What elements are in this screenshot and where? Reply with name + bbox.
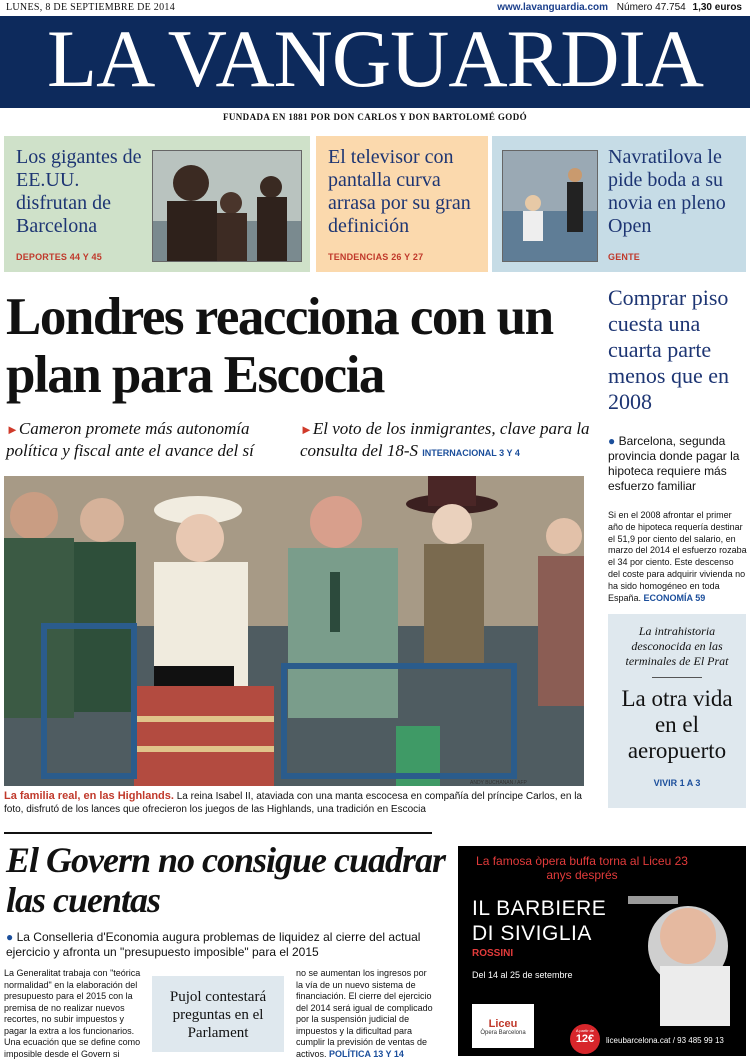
side-subhead-text: Barcelona, segunda provincia donde pagar la hipoteca requiere más esfuerzo familiar	[608, 434, 740, 493]
liceu-logo-sub: Òpera Barcelona	[480, 1030, 526, 1036]
royal-family-photo	[4, 476, 584, 786]
teaser-section: DEPORTES 44 Y 45	[16, 252, 102, 262]
liceu-logo	[472, 1004, 534, 1048]
issue-number: Número 47.754	[616, 2, 686, 13]
players-illustration	[153, 151, 302, 262]
ad-title-line1: IL BARBIERE	[472, 897, 607, 920]
bottom-subhead	[6, 930, 436, 960]
liceu-opera-ad[interactable]	[458, 846, 746, 1056]
side-subhead	[608, 434, 748, 494]
ad-dates: Del 14 al 25 de setembre	[472, 970, 573, 980]
ad-contact[interactable]: liceubarcelona.cat / 93 485 99 13	[606, 1036, 724, 1045]
section-reference: ECONOMÍA 59	[643, 592, 706, 603]
caption-text: La reina Isabel II, ataviada con una manta escocesa en compañía del príncipe Carlos, en la foto, disfrutó de los lances que ofrecieron los juegos de las Highlands, una tradición en Escocia	[4, 791, 582, 815]
liceu-logo-text: Liceu	[488, 1018, 518, 1030]
teaser-title: Navratilova le pide boda a su novia en pleno Open	[608, 146, 726, 237]
article-column-2	[296, 968, 436, 1060]
column-text: no se aumentan los ingresos por la vía de un nuevo sistema de financiación. El cierre del ejercicio del 2014 será igual de complicado por la suspensión judicial de impuestos y la dificultad para cumplir la previsión de ventas de activos.	[296, 968, 433, 1059]
website-link[interactable]: www.lavanguardia.com	[497, 2, 609, 13]
ad-composer: ROSSINI	[472, 948, 514, 959]
photo-caption	[4, 790, 588, 816]
price-value: 12€	[575, 1033, 595, 1045]
bottom-headline[interactable]: El Govern no consigue cuadrar las cuentas	[6, 840, 446, 920]
basketball-players-photo	[152, 150, 302, 262]
feature-kicker: La intrahistoria desconocida en las terminales de El Prat	[625, 624, 729, 668]
bottom-subhead-text: La Conselleria d'Economia augura problemas de liquidez al cierre del actual ejercicio y afronta un "presupuesto imposible" para el 2015	[6, 930, 421, 959]
photo-credit: ANDY BUCHANAN / AFP	[470, 780, 527, 786]
side-headline[interactable]: Comprar piso cuesta una cuarta parte menos que en 2008	[608, 285, 729, 414]
ad-title	[472, 896, 606, 946]
pujol-box[interactable]: Pujol contestará preguntas en el Parlament	[152, 976, 284, 1052]
teaser-people[interactable]	[492, 136, 746, 272]
bullet-triangle-icon: ►	[300, 422, 313, 437]
price-badge	[570, 1024, 600, 1054]
side-body-text: Si en el 2008 afrontar el primer año de hipoteca requería destinar el 51,9 por ciento del salario, en marzo del 2014 el esfuerzo rozaba el 34 por ciento. Este descenso del coste para adquirir vivienda no ha sido homogéneo en toda España.	[608, 510, 747, 603]
teaser-trends[interactable]	[316, 136, 488, 272]
ad-title-line2: DI SIVIGLIA	[472, 922, 592, 945]
teaser-title: El televisor con pantalla curva arrasa por su gran definición	[328, 146, 471, 237]
issue-price: 1,30 euros	[692, 2, 742, 13]
teaser-section: TENDENCIAS 26 Y 27	[328, 252, 424, 262]
teaser-title: Los gigantes de EE.UU. disfrutan de Barcelona	[16, 146, 142, 237]
section-reference: INTERNACIONAL 3 Y 4	[422, 448, 520, 458]
navratilova-photo	[502, 150, 598, 262]
divider	[652, 677, 702, 678]
airport-feature-box[interactable]	[608, 612, 746, 808]
royal-family-illustration	[4, 476, 584, 786]
main-subhead-1	[6, 418, 296, 461]
subhead-text: Cameron promete más autonomía política y fiscal ante el avance del sí	[6, 419, 254, 460]
bullet-dot-icon: ●	[6, 930, 14, 944]
subhead-text: El voto de los inmigrantes, clave para la consulta del 18-S	[300, 419, 590, 460]
ad-tagline: La famosa òpera buffa torna al Liceu 23 anys després	[476, 854, 688, 882]
side-body	[608, 510, 748, 604]
barber-illustration	[588, 876, 746, 1026]
bullet-dot-icon: ●	[608, 434, 616, 448]
proposal-illustration	[503, 151, 598, 262]
teaser-sports[interactable]	[4, 136, 310, 272]
price-label: A partir de	[575, 1028, 595, 1033]
founded-line: FUNDADA EN 1881 POR DON CARLOS Y DON BARTOLOMÉ GODÓ	[222, 112, 527, 122]
bullet-triangle-icon: ►	[6, 422, 19, 437]
section-reference: VIVIR 1 A 3	[653, 778, 701, 788]
section-reference: POLÍTICA 13 Y 14	[329, 1048, 404, 1059]
feature-title: La otra vida en el aeropuerto	[621, 686, 733, 763]
article-column-1: La Generalitat trabaja con "teórica normalidad" en la elaboración del presupuesto para el 2015 con la premisa de no realizar nuevos recortes, no subir impuestos y pagar la extra a los funcionarios. Una ecuación que se define como imposible desde el Govern si	[4, 968, 141, 1059]
issue-date: LUNES, 8 DE SEPTIEMBRE DE 2014	[6, 2, 175, 13]
caption-lead: La familia real, en las Highlands.	[4, 790, 174, 802]
newspaper-logo: LA VANGUARDIA	[47, 13, 703, 104]
teaser-section: GENTE	[608, 252, 641, 262]
main-subhead-2	[300, 418, 592, 464]
section-divider	[4, 832, 432, 834]
issue-info	[497, 2, 742, 13]
main-headline[interactable]: Londres reacciona con un plan para Escocia	[6, 288, 553, 404]
